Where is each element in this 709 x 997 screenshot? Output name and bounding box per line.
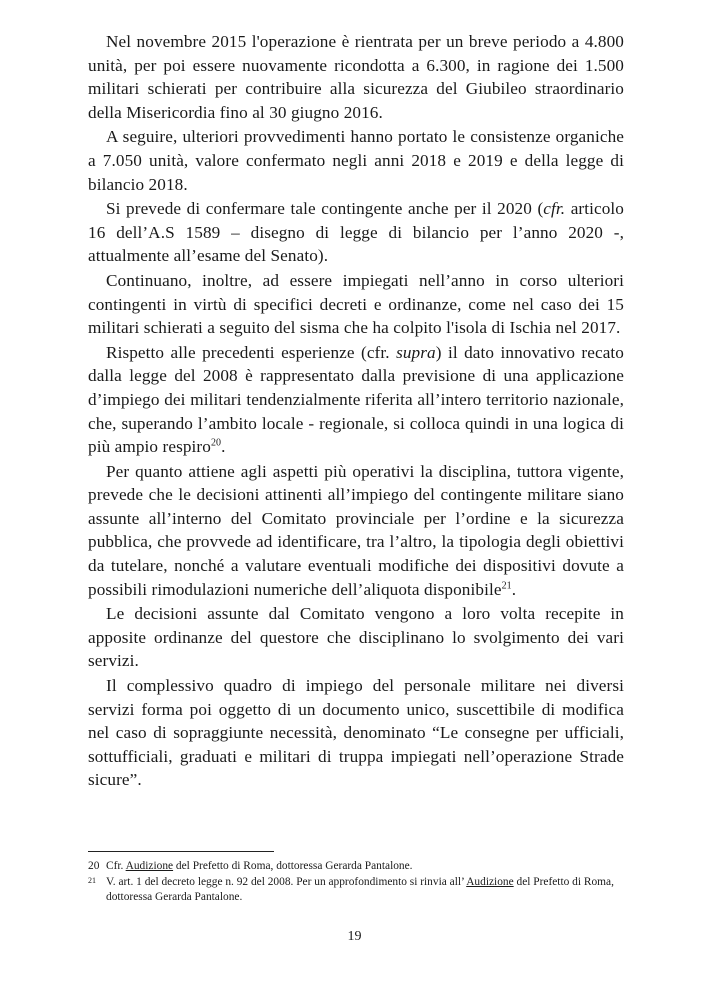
page-number: 19 xyxy=(347,929,362,944)
paragraph-8: Il complessivo quadro di impiego del personale militare nei diversi servizi forma poi oggetto di un documento unico, suscettibile di modifica nel caso di sopraggiunte necessità, denominato “Le consegne per ufficiali, sottufficiali, graduati e militari di truppa impiegati nell’operazione Strade sicure”. xyxy=(88,676,624,790)
footnote-21-link[interactable]: Audizione xyxy=(466,876,514,888)
main-text xyxy=(88,30,624,792)
paragraph-5-text-c: . xyxy=(221,437,226,457)
paragraph-5 xyxy=(88,341,624,459)
paragraph-3-text-b: articolo 16 dell’A.S 1589 – disegno di legge di bilancio per l’anno 2020 -, attualmente all’esame del Senato). xyxy=(88,199,625,266)
paragraph-1: Nel novembre 2015 l'operazione è rientrata per un breve periodo a 4.800 unità, per poi essere nuovamente ricondotta a 6.300, in ragione dei 1.500 militari schierati per contribuire alla sicurezza del Giubileo straordinario della Misericordia fino al 30 giugno 2016. xyxy=(88,32,624,122)
paragraph-5-text-a: Rispetto alle precedenti esperienze (cfr. xyxy=(106,342,397,362)
footnote-20-text-a: Cfr. xyxy=(106,860,126,872)
footnote-ref-21[interactable]: 21 xyxy=(501,579,512,591)
paragraph-7: Le decisioni assunte dal Comitato vengono a loro volta recepite in apposite ordinanze del questore che disciplinano lo svolgimento dei vari servizi. xyxy=(88,604,624,671)
footnote-20 xyxy=(88,859,624,874)
paragraph-3-text-a: Si prevede di confermare tale contingente anche per il 2020 ( xyxy=(106,199,544,219)
footnote-21 xyxy=(88,875,624,905)
footnote-21-text-b: del Prefetto di Roma, dottoressa Gerarda Pantalone. xyxy=(106,876,614,903)
paragraph-6 xyxy=(88,460,624,602)
paragraph-5-italic: supra xyxy=(396,342,436,362)
footnote-20-number: 20 xyxy=(88,860,100,872)
footnote-divider xyxy=(88,851,274,852)
paragraph-3-italic: cfr. xyxy=(543,199,566,219)
footnote-21-number: 21 xyxy=(88,876,96,885)
footnotes xyxy=(88,859,624,906)
footnote-20-link[interactable]: Audizione xyxy=(125,860,174,872)
paragraph-4: Continuano, inoltre, ad essere impiegati nell’anno in corso ulteriori contingenti in virtù di specifici decreti e ordinanze, come nel caso dei 15 militari schierati a seguito del sisma che ha colpito l'isola di Ischia nel 2017. xyxy=(88,270,624,338)
footnote-ref-20[interactable]: 20 xyxy=(210,437,222,449)
footnote-20-text-b: del Prefetto di Roma, dottoressa Gerarda Pantalone. xyxy=(173,860,413,872)
footnote-21-text-a: V. art. 1 del decreto legge n. 92 del 2008. Per un approfondimento si rinvia all’ xyxy=(106,876,467,888)
paragraph-3 xyxy=(88,197,624,268)
paragraph-2: A seguire, ulteriori provvedimenti hanno portato le consistenze organiche a 7.050 unità, valore confermato negli anni 2018 e 2019 e della legge di bilancio 2018. xyxy=(88,127,624,194)
footnote-20-text xyxy=(106,859,624,874)
footnote-21-text xyxy=(106,875,624,905)
paragraph-5-text-b: ) il dato innovativo recato dalla legge del 2008 è rappresentato dalla previsione di una applicazione d’impiego dei militari tendenzialmente riferita all’intero territorio nazionale, che, superando l’ambito locale - regionale, si colloca quindi in una logica di più ampio respiro xyxy=(88,342,625,457)
paragraph-6-text-b: . xyxy=(511,579,517,599)
paragraph-6-text-a: Per quanto attiene agli aspetti più operativi la disciplina, tuttora vigente, prevede che le decisioni attinenti all’impiego del contingente militare siano assunte all’interno del Comitato provinciale per l’ordine e la sicurezza pubblica, che provvede ad identificare, tra l’altro, la tipologia degli obiettivi da tutelare, nonché a valutare eventuali modifiche dei dispositivi dovute a possibili rimodulazioni numeriche dell’aliquota disponibile xyxy=(88,461,624,599)
